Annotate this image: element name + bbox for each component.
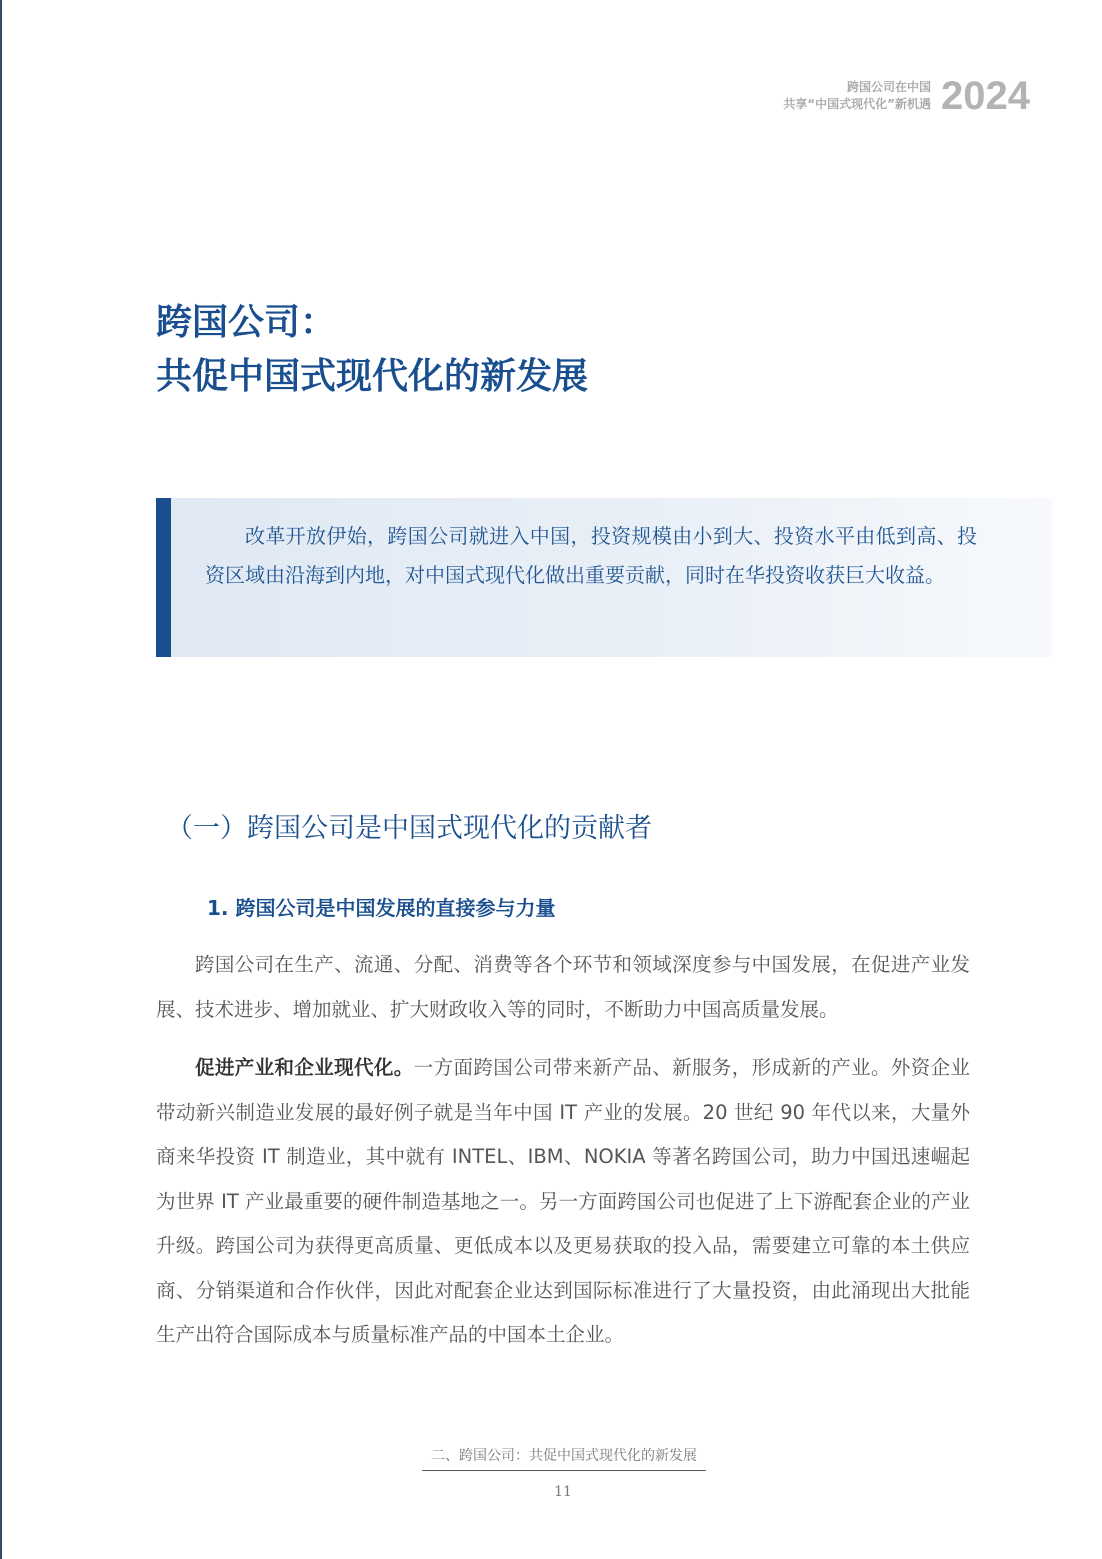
running-header bbox=[783, 76, 1030, 116]
body-paragraph-1: 跨国公司在生产、流通、分配、消费等各个环节和领域深度参与中国发展，在促进产业发展、技术进步、增加就业、扩大财政收入等的同时，不断助力中国高质量发展。 bbox=[156, 953, 970, 1021]
paragraph-lead-phrase: 促进产业和企业现代化。 bbox=[195, 1056, 414, 1079]
page-title-line-2: 共促中国式现代化的新发展 bbox=[156, 356, 589, 397]
page-title bbox=[156, 296, 588, 404]
left-edge-rule bbox=[0, 0, 2, 1559]
footer-chapter-title: 二、跨国公司：共促中国式现代化的新发展 bbox=[422, 1444, 706, 1471]
page-title-line-1: 跨国公司： bbox=[156, 302, 337, 343]
callout-accent-bar bbox=[156, 498, 171, 657]
section-heading: （一）跨国公司是中国式现代化的贡献者 bbox=[166, 813, 652, 844]
header-line-1: 跨国公司在中国 bbox=[847, 80, 932, 94]
callout-text: 改革开放伊始，跨国公司就进入中国，投资规模由小到大、投资水平由低到高、投资区域由沿海到内地，对中国式现代化做出重要贡献，同时在华投资收获巨大收益。 bbox=[205, 524, 977, 587]
page-number: 11 bbox=[554, 1484, 572, 1500]
sub-heading: 1. 跨国公司是中国发展的直接参与力量 bbox=[207, 896, 556, 920]
header-line-2: 共享“中国式现代化”新机遇 bbox=[783, 97, 932, 111]
paragraph-body-text: 一方面跨国公司带来新产品、新服务，形成新的产业。外资企业带动新兴制造业发展的最好例子就是当年中国 IT 产业的发展。20 世纪 90 年代以来，大量外商来华投资 IT 制造业，其中就有 INTEL、IBM、NOKIA 等著名跨国公司，助力中国迅速崛起为世界 IT 产业最重要的硬件制造基地之一。另一方面跨国公司也促进了上下游配套企业的产业升级。跨国公司为获得更高质量、更低成本以及更易获取的投入品，需要建立可靠的本土供应商、分销渠道和合作伙伴，因此对配套企业达到国际标准进行了大量投资，由此涌现出大批能生产出符合国际成本与质量标准产品的中国本土企业。 bbox=[156, 1056, 971, 1346]
header-year: 2024 bbox=[941, 74, 1030, 118]
header-text-block bbox=[783, 79, 931, 113]
summary-callout bbox=[156, 498, 1052, 657]
body-paragraph-2 bbox=[156, 1046, 970, 1358]
